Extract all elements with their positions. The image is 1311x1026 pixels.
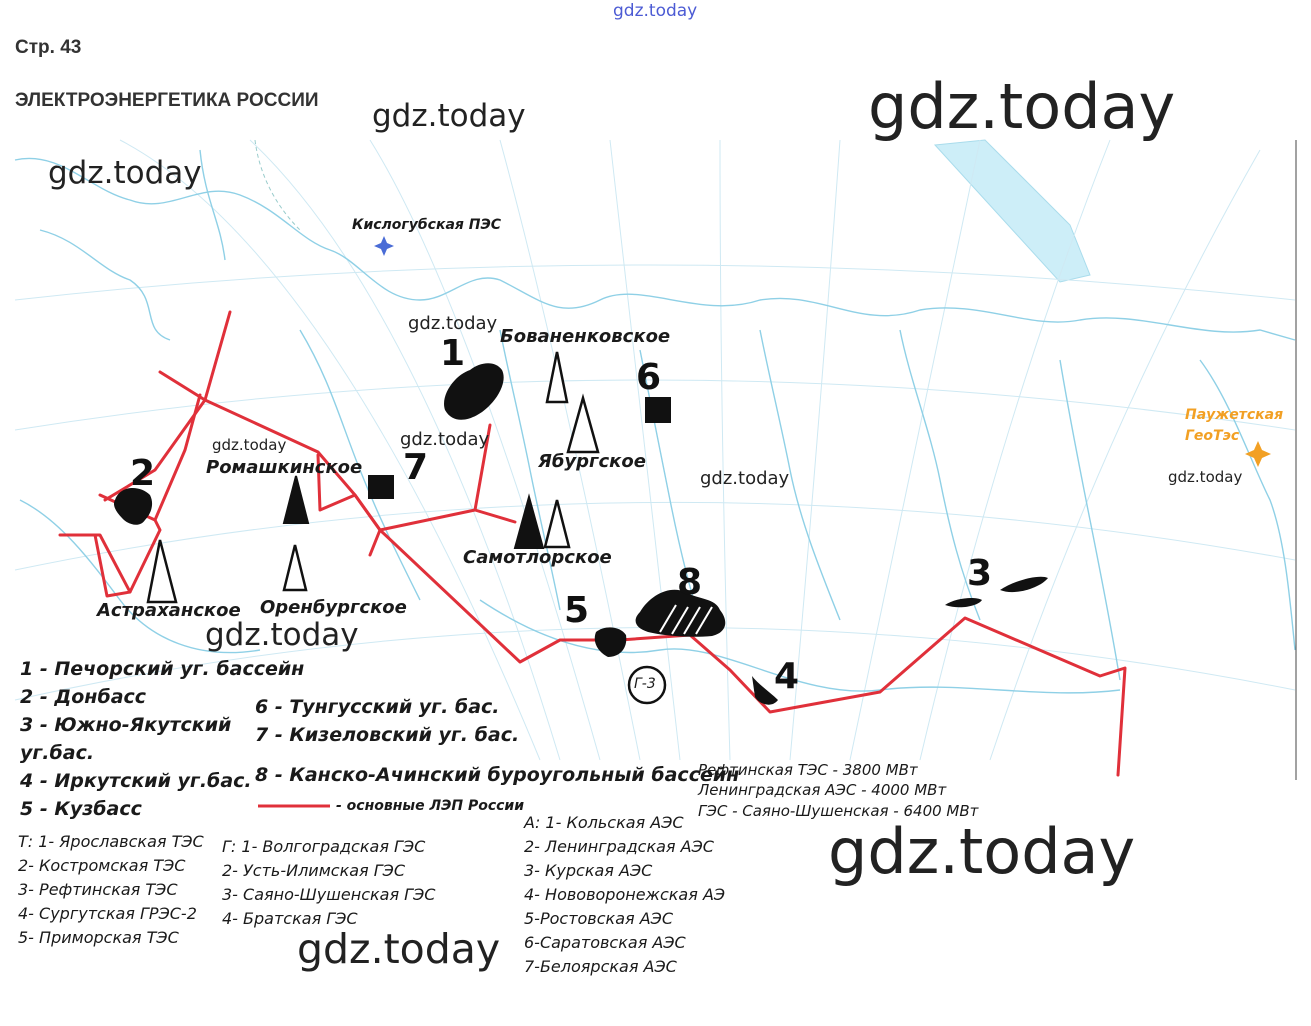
legend-basin-item: 7 - Кизеловский уг. бас. [255,724,520,746]
kislogubskaya-label: Кислогубская ПЭС [352,217,502,233]
pauzhetskaya-label: Паужетская ГеоТэс [1185,407,1284,444]
ges-item: Г: 1- Волгоградская ГЭС [222,837,426,856]
aes-item: 3- Курская АЭС [524,861,653,880]
watermark: gdz.today [205,617,359,653]
watermark-top: gdz.today [613,1,698,21]
legend-basin-item: уг.бас. [20,742,95,764]
basin-number-3: 3 [967,553,993,594]
ges-item: 3- Саяно-Шушенская ГЭС [222,885,436,904]
legend-basin-item: 2 - Донбасс [20,686,147,708]
tes-item: 2- Костромская ТЭС [18,856,186,875]
romashkino-triangle [284,476,308,523]
watermark: gdz.today [48,155,202,191]
samotlorskoe-label: Самотлорское [463,547,612,568]
legend-basin-item: 8 - Канско-Ачинский буроугольный бассейн [255,764,740,786]
power-note: Рефтинская ТЭС - 3800 МВт [698,761,918,779]
yakut-basin-2 [1000,577,1048,592]
power-note: ГЭС - Саяно-Шушенская - 6400 МВт [698,802,979,820]
yamburg-triangle [568,398,598,452]
yaburgskoe-label: Ябургское [538,451,646,472]
bovanenkovo-triangle [547,352,567,402]
watermark: gdz.today [1168,468,1243,486]
ges-item: 2- Усть-Илимская ГЭС [222,861,406,880]
basin-number-1: 1 [440,333,466,374]
kizel-square [368,475,394,499]
orenburg-triangle [284,545,306,590]
basin-number-2: 2 [130,453,156,494]
ges-item: 4- Братская ГЭС [222,909,358,928]
power-note: Ленинградская АЭС - 4000 МВт [698,781,947,799]
aes-item: 4- Нововоронежская АЭ [524,885,726,904]
watermark: gdz.today [408,313,498,334]
legend-basin-item: 1 - Печорский уг. бассейн [20,658,305,680]
tunguska-square [645,397,671,423]
legend-basin-item: 5 - Кузбасс [20,798,142,820]
samotlor-triangle [515,497,543,548]
basin-number-4: 4 [774,656,800,697]
basin-number-5: 5 [564,590,590,631]
aes-item: 5-Ростовская АЭС [524,909,673,928]
watermark: gdz.today [700,468,790,489]
kislogubskaya-marker [374,236,394,256]
aes-item: А: 1- Кольская АЭС [524,813,684,832]
basin-number-7: 7 [403,447,429,488]
samotlor-triangle-2 [545,500,569,547]
romashkinskoe-label: Ромашкинское [206,457,363,478]
ice-patch [935,140,1090,282]
page-title: ЭЛЕКТРОЭНЕРГЕТИКА РОССИИ [15,90,319,111]
aes-item: 7-Белоярская АЭС [524,957,677,976]
legend-basin-item: 6 - Тунгусский уг. бас. [255,696,500,718]
tes-item: 5- Приморская ТЭС [18,928,179,947]
tes-item: 4- Сургутская ГРЭС-2 [18,904,197,923]
page-label: Стр. 43 [15,37,82,58]
legend-basin-item: 4 - Иркутский уг.бас. [20,770,252,792]
bovanenkovskoe-label: Бованенковское [500,326,671,347]
aes-item: 6-Саратовская АЭС [524,933,686,952]
watermark: gdz.today [868,70,1176,143]
watermark: gdz.today [372,98,526,134]
watermark: gdz.today [400,429,490,450]
tes-item: Т: 1- Ярославская ТЭС [18,832,204,851]
orenburgskoe-label: Оренбургское [260,597,407,618]
basin-number-6: 6 [636,357,662,398]
g3-label: Г-3 [634,676,656,692]
yakut-basin-1 [945,598,982,607]
lep-lines [60,312,1125,775]
basin-number-8: 8 [677,562,703,603]
watermark: gdz.today [828,815,1136,888]
aes-item: 2- Ленинградская АЭС [524,837,714,856]
watermark: gdz.today [212,436,287,454]
lep-legend-label: - основные ЛЭП России [336,798,525,814]
astrakhanskoe-label: Астраханское [97,600,241,621]
watermark: gdz.today [297,925,501,973]
legend-basin-item: 3 - Южно-Якутский [20,714,232,736]
tes-item: 3- Рефтинская ТЭС [18,880,178,899]
